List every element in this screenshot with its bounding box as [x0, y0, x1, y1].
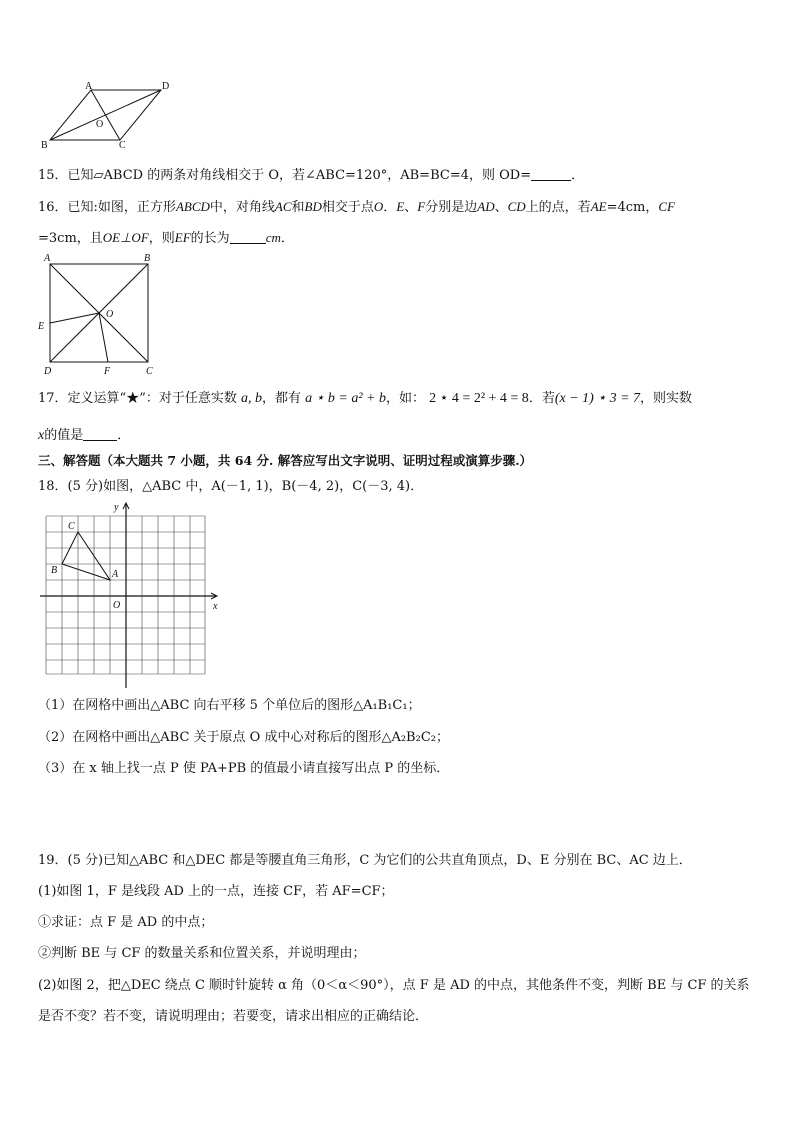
label-d: D	[162, 81, 170, 92]
square-figure	[34, 250, 164, 378]
q16-cf: CF	[658, 199, 675, 214]
question-19-part-1b: ②判断 BE 与 CF 的数量关系和位置关系，并说明理由；	[38, 946, 366, 961]
label-o: O	[96, 119, 104, 130]
question-19-part-1: (1)如图 1，F 是线段 AD 上的一点，连接 CF，若 AF=CF；	[38, 884, 394, 899]
q17-text-6: 的值是	[44, 428, 84, 443]
question-16-line-2	[38, 229, 294, 248]
label-a-18: A	[112, 569, 119, 580]
q16-text-9: 的长为	[190, 231, 230, 246]
q16-ef: EF	[174, 230, 191, 245]
q16-e: E	[396, 199, 405, 214]
label-a-16: A	[44, 253, 51, 264]
q16-text-8: ，则	[148, 231, 175, 246]
label-f-16: F	[104, 366, 111, 377]
q17-text-4: ．若	[528, 391, 555, 406]
q16-text-5: 分别是边	[425, 200, 478, 215]
q16-ac: AC	[274, 199, 292, 214]
q16-ae: AE	[590, 199, 607, 214]
q16-text-3: 相交于点	[321, 200, 374, 215]
label-b: B	[41, 140, 48, 150]
label-c-16: C	[146, 366, 153, 377]
q16-comma: 、	[404, 200, 418, 215]
q17-text-2: ，都有	[261, 391, 301, 406]
label-d-16: D	[44, 366, 52, 377]
q16-text-2: 中，对角线	[209, 200, 275, 215]
q16-answer-blank[interactable]	[230, 229, 266, 244]
q17-text-1: 17．定义运算“★”：对于任意实数	[38, 391, 237, 406]
q15-end: ．	[571, 168, 585, 183]
q15-text: 15．已知▱ABCD 的两条对角线相交于 O，若∠ABC=120°，AB=BC=4，则 OD=	[38, 168, 532, 183]
diagonal-bd	[50, 90, 161, 140]
q16-ad: AD	[477, 199, 495, 214]
q16-bd: BD	[304, 199, 322, 214]
section-3-heading: 三、解答题（本大题共 7 小题，共 64 分. 解答应写出文字说明、证明过程或演算步骤.）	[38, 453, 533, 468]
question-15	[38, 166, 584, 185]
q17-ab: a, b	[240, 391, 262, 406]
q16-f: F	[417, 199, 426, 214]
question-18-part-1: （1）在网格中画出△ABC 向右平移 5 个单位后的图形△A₁B₁C₁；	[38, 698, 421, 713]
q16-text-4: ．	[383, 200, 397, 215]
q16-and: 和	[291, 200, 305, 215]
label-b-16: B	[144, 253, 151, 264]
q17-answer-blank[interactable]	[83, 426, 117, 441]
q17-text-5: ，则实数	[640, 391, 693, 406]
q16-oe-perp-of: OE⊥OF	[102, 230, 149, 245]
label-c: C	[119, 140, 126, 150]
q17-condition: (x − 1) ⋆ 3 = 7	[554, 391, 641, 406]
triangle-abc	[62, 532, 110, 580]
segment-oe	[50, 313, 99, 323]
question-17-line-1	[38, 390, 692, 408]
q16-text-6: 上的点，若	[525, 200, 591, 215]
q16-comma-2: 、	[494, 200, 508, 215]
label-b-18: B	[51, 565, 58, 576]
q17-end: ．	[117, 428, 131, 443]
label-o-16: O	[106, 309, 114, 320]
q16-abcd: ABCD	[175, 199, 210, 214]
coordinate-grid	[36, 498, 226, 692]
q16-text-7: =3cm，且	[38, 231, 103, 246]
q17-x: x	[38, 428, 45, 443]
label-x: x	[213, 601, 218, 612]
label-c-18: C	[68, 521, 75, 532]
question-19-part-1a: ①求证：点 F 是 AD 的中点；	[38, 915, 214, 930]
question-18-part-2: （2）在网格中画出△ABC 关于原点 O 成中心对称后的图形△A₂B₂C₂；	[38, 730, 449, 745]
question-19-part-2-line-1: (2)如图 2，把△DEC 绕点 C 顺时针旋转 α 角（0＜α＜90°），点 F 是 AD 的中点，其他条件不变，判断 BE 与 CF 的关系	[38, 978, 750, 993]
label-e-16: E	[38, 321, 45, 332]
question-18-part-3: （3）在 x 轴上找一点 P 使 PA+PB 的值最小请直接写出点 P 的坐标．	[38, 761, 450, 776]
q17-definition: a ⋆ b = a² + b	[305, 391, 386, 406]
question-19-part-2-line-2: 是否不变？若不变，请说明理由；若要变，请求出相应的正确结论．	[38, 1009, 429, 1024]
parallelogram-figure	[36, 80, 176, 150]
question-17-line-2	[38, 426, 130, 445]
q16-ae-value: =4cm，	[606, 200, 659, 215]
q16-end: ．	[280, 231, 294, 246]
q16-text-1: 16．已知:如图，正方形	[38, 200, 176, 215]
q15-answer-blank[interactable]	[531, 166, 571, 181]
q17-example: 2 ⋆ 4 = 2² + 4 = 8	[429, 391, 529, 406]
label-origin: O	[113, 600, 121, 611]
label-a: A	[85, 81, 93, 92]
q16-o: O	[373, 199, 384, 214]
question-16-line-1	[38, 198, 675, 217]
question-19: 19．(5 分)已知△ABC 和△DEC 都是等腰直角三角形，C 为它们的公共直角顶点，D、E 分别在 BC、AC 边上．	[38, 853, 692, 868]
q17-text-3: ，如：	[386, 391, 426, 406]
label-y: y	[114, 502, 119, 513]
q16-cd: CD	[507, 199, 526, 214]
q16-unit: cm	[265, 230, 281, 245]
question-18: 18．(5 分)如图，△ABC 中，A(－1, 1)，B(－4, 2)，C(－3, 4)．	[38, 479, 424, 494]
